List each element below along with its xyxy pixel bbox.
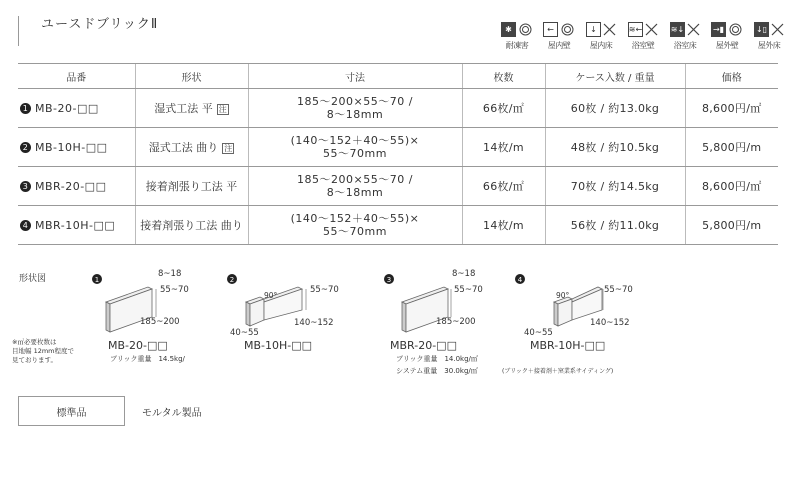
header-dimensions: 寸法: [248, 64, 462, 89]
product-case: 70枚 / 約14.5kg: [545, 167, 685, 206]
product-dimensions: 185～200×55～70 / 8～18mm: [248, 89, 462, 128]
standard-product-box: [18, 396, 125, 426]
dim-label: 55~70: [604, 285, 633, 295]
number-badge: 4: [20, 220, 31, 231]
outdoor-floor-icon: ↓▯: [754, 22, 769, 37]
legend-indoor-floor: ↓ 屋内床: [584, 22, 618, 51]
bath-wall-icon: ≋←: [628, 22, 643, 37]
product-price: 5,800円/m: [685, 206, 778, 245]
double-circle-icon: [728, 22, 743, 37]
legend-frost: ✱ 耐凍害: [500, 22, 534, 51]
header-code: 品番: [18, 64, 135, 89]
product-quantity: 66枚/㎡: [462, 167, 545, 206]
product-quantity: 14枚/m: [462, 128, 545, 167]
header-price: 価格: [685, 64, 778, 89]
shape-section-label: 形状図: [19, 274, 47, 284]
dim-label: 90°: [264, 291, 278, 300]
number-badge: 1: [20, 103, 31, 114]
dim-label: 8~18: [452, 269, 476, 279]
legend-indoor-wall: ← 屋内壁: [542, 22, 576, 51]
diagram-code: MB-20-□□: [108, 339, 168, 352]
product-code: 3 MBR-20-□□: [18, 167, 135, 206]
product-dimensions: 185～200×55～70 / 8～18mm: [248, 167, 462, 206]
dim-label: 185~200: [436, 317, 476, 327]
product-price: 8,600円/㎡: [685, 89, 778, 128]
legend-bath-wall: ≋← 浴室壁: [626, 22, 660, 51]
shape-diagram-1: [88, 262, 218, 378]
dim-label: 140~152: [294, 318, 334, 328]
arrow-left-icon: ←: [543, 22, 558, 37]
cross-icon: [687, 23, 700, 36]
footnote: ※㎡必要枚数は 目地幅 12mm程度で 見ております。: [12, 338, 75, 364]
product-dimensions: (140～152＋40～55)× 55～70mm: [248, 206, 462, 245]
header-quantity: 枚数: [462, 64, 545, 89]
product-code: 2 MB-10H-□□: [18, 128, 135, 167]
dim-label: 55~70: [310, 285, 339, 295]
product-quantity: 14枚/m: [462, 206, 545, 245]
product-code: 4 MBR-10H-□□: [18, 206, 135, 245]
dim-label: 40~55: [230, 328, 259, 338]
product-code: 1 MB-20-□□: [18, 89, 135, 128]
diagram-number: 1: [94, 276, 100, 284]
product-price: 5,800円/m: [685, 128, 778, 167]
product-shape: 湿式工法 曲り 注: [135, 128, 248, 167]
bath-floor-icon: ≋↓: [670, 22, 685, 37]
title-bar: [18, 16, 158, 46]
table-row: [18, 167, 778, 206]
dim-label: 185~200: [140, 317, 180, 327]
legend-outdoor-floor: ↓▯ 屋外床: [752, 22, 786, 51]
cross-icon: [771, 23, 784, 36]
number-badge: 3: [20, 181, 31, 192]
diagram-code: MB-10H-□□: [244, 339, 313, 352]
legend-outdoor-wall: →▮ 屋外壁: [710, 22, 744, 51]
diagram-number: 3: [386, 276, 392, 284]
product-shape: 接着剤張り工法 平: [135, 167, 248, 206]
table-row: [18, 128, 778, 167]
spec-table: [18, 63, 778, 245]
weight-line: ブリック重量 14.5kg/: [110, 355, 185, 363]
dim-label: 55~70: [454, 285, 483, 295]
usage-legend: [500, 22, 786, 51]
shape-diagram-4: [508, 262, 648, 358]
number-badge: 2: [20, 142, 31, 153]
dim-label: 40~55: [524, 328, 553, 338]
dim-label: 8~18: [158, 269, 182, 279]
standard-label: 標準品: [56, 407, 87, 419]
product-shape: 湿式工法 平 注: [135, 89, 248, 128]
product-dimensions: (140～152＋40～55)× 55～70mm: [248, 128, 462, 167]
table-header-row: [18, 64, 778, 89]
diagram-number: 2: [229, 276, 235, 284]
page-title: ユースドブリックⅡ: [41, 17, 159, 32]
product-case: 60枚 / 約13.0kg: [545, 89, 685, 128]
dim-label: 140~152: [590, 318, 630, 328]
weight-note: (ブリック＋接着剤＋窯業系サイディング): [502, 368, 614, 375]
cross-icon: [603, 23, 616, 36]
product-case: 56枚 / 約11.0kg: [545, 206, 685, 245]
diagram-code: MBR-20-□□: [390, 339, 457, 352]
standard-description: モルタル製品: [142, 408, 202, 419]
table-row: [18, 89, 778, 128]
note-mark: 注: [218, 105, 227, 114]
diagram-code: MBR-10H-□□: [530, 339, 606, 352]
product-quantity: 66枚/㎡: [462, 89, 545, 128]
diagram-number: 4: [517, 276, 523, 284]
product-price: 8,600円/㎡: [685, 167, 778, 206]
dim-label: 55~70: [160, 285, 189, 295]
product-shape: 接着剤張り工法 曲り: [135, 206, 248, 245]
cross-icon: [645, 23, 658, 36]
product-case: 48枚 / 約10.5kg: [545, 128, 685, 167]
double-circle-icon: [560, 22, 575, 37]
snowflake-icon: ✱: [501, 22, 516, 37]
outdoor-wall-icon: →▮: [711, 22, 726, 37]
weight-line: ブリック重量 14.0kg/㎡: [396, 355, 478, 363]
weight-line: システム重量 30.0kg/㎡: [396, 367, 478, 375]
table-row: [18, 206, 778, 245]
arrow-down-icon: ↓: [586, 22, 601, 37]
double-circle-icon: [518, 22, 533, 37]
header-case: ケース入数 / 重量: [545, 64, 685, 89]
header-shape: 形状: [135, 64, 248, 89]
dim-label: 90°: [556, 291, 570, 300]
note-mark: 注: [224, 144, 233, 153]
legend-bath-floor: ≋↓ 浴室床: [668, 22, 702, 51]
shape-diagram-2: [226, 262, 366, 366]
